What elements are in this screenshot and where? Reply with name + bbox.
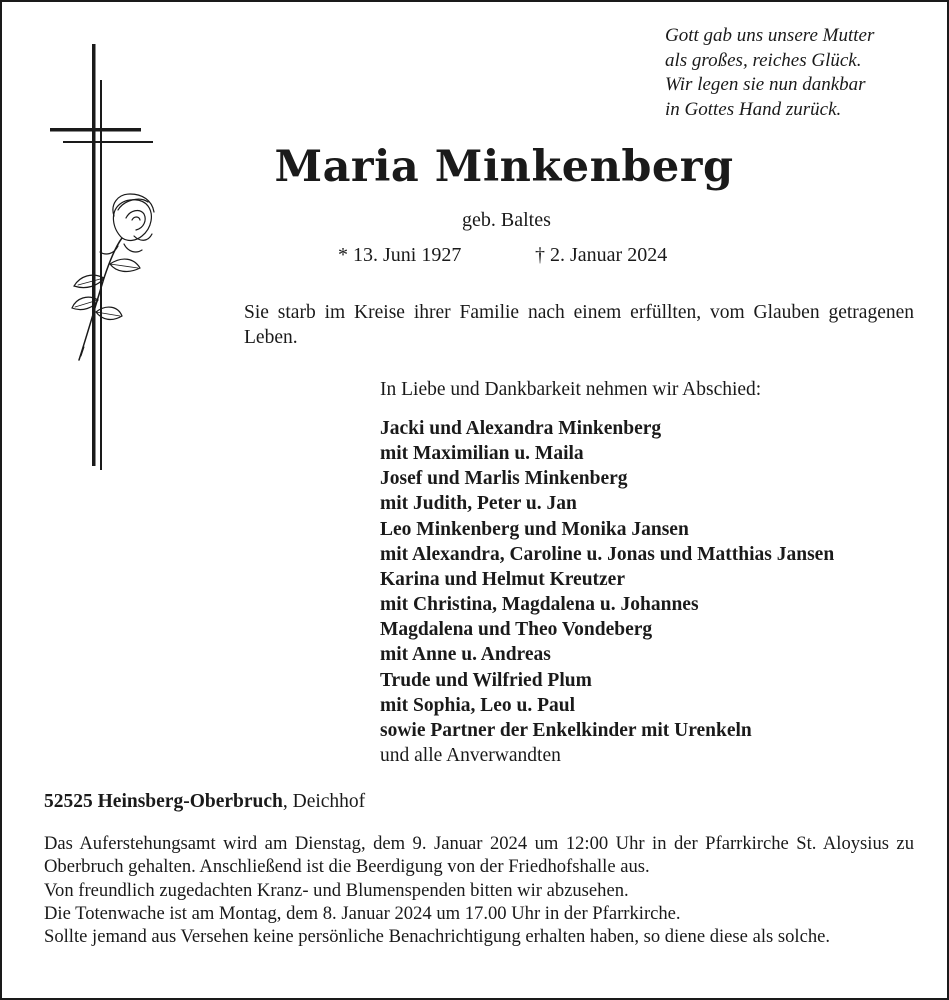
mourner-line: mit Maximilian u. Maila xyxy=(380,443,584,465)
info-paragraph: Die Totenwache ist am Montag, dem 8. Januar 2024 um 17.00 Uhr in der Pfarrkirche. xyxy=(44,902,681,924)
address-line xyxy=(44,791,365,813)
mourner-line: Josef und Marlis Minkenberg xyxy=(380,468,628,490)
service-info xyxy=(44,832,914,948)
mourner-line: mit Alexandra, Caroline u. Jonas und Matthias Jansen xyxy=(380,543,835,565)
mourner-line: Magdalena und Theo Vondeberg xyxy=(380,619,653,641)
intro-text: Sie starb im Kreise ihrer Familie nach einem erfüllten, vom Glauben getragenen Leben. xyxy=(244,302,914,348)
rose-icon xyxy=(72,194,154,360)
mourner-line: und alle Anverwandten xyxy=(380,745,561,767)
poem-line: Gott gab uns unsere Mutter xyxy=(665,25,875,46)
mourner-line: mit Sophia, Leo u. Paul xyxy=(380,694,576,716)
mourner-line: mit Judith, Peter u. Jan xyxy=(380,493,577,515)
farewell-line: In Liebe und Dankbarkeit nehmen wir Abschied: xyxy=(380,379,762,400)
poem-line: in Gottes Hand zurück. xyxy=(665,98,842,120)
info-paragraph: Sollte jemand aus Versehen keine persönliche Benachrichtigung erhalten haben, so diene diese als solche. xyxy=(44,926,831,948)
address-street: , Deichhof xyxy=(282,791,366,812)
info-paragraph: Das Auferstehungsamt wird am Dienstag, dem 9. Januar 2024 um 12:00 Uhr in der Pfarrkirche St. Aloysius zu Oberbruch gehalten. Anschließend ist die Beerdigung von der Friedhofshalle aus. xyxy=(44,833,914,878)
birth-name: geb. Baltes xyxy=(462,209,551,231)
mourner-line: Leo Minkenberg und Monika Jansen xyxy=(380,518,689,540)
mourner-line: Trude und Wilfried Plum xyxy=(380,669,592,691)
mourner-line: sowie Partner der Enkelkinder mit Urenkeln xyxy=(380,719,752,741)
poem xyxy=(665,24,945,122)
info-paragraph: Von freundlich zugedachten Kranz- und Blumenspenden bitten wir abzusehen. xyxy=(44,879,629,901)
mourner-line: mit Christina, Magdalena u. Johannes xyxy=(380,594,699,616)
cross-with-rose-icon xyxy=(48,42,158,482)
mourner-line: Karina und Helmut Kreutzer xyxy=(380,568,625,590)
birth-date: * 13. Juni 1927 xyxy=(338,244,462,266)
mourner-line: Jacki und Alexandra Minkenberg xyxy=(380,418,662,439)
mourner-line: mit Anne u. Andreas xyxy=(380,644,551,666)
mourners-list xyxy=(380,416,834,768)
deceased-name: Maria Minkenberg xyxy=(274,142,734,192)
poem-line: Wir legen sie nun dankbar xyxy=(665,74,866,95)
poem-line: als großes, reiches Glück. xyxy=(665,49,862,71)
cross-icon xyxy=(50,44,153,470)
death-date: † 2. Januar 2024 xyxy=(535,244,668,266)
address-city: 52525 Heinsberg-Oberbruch xyxy=(44,791,283,812)
